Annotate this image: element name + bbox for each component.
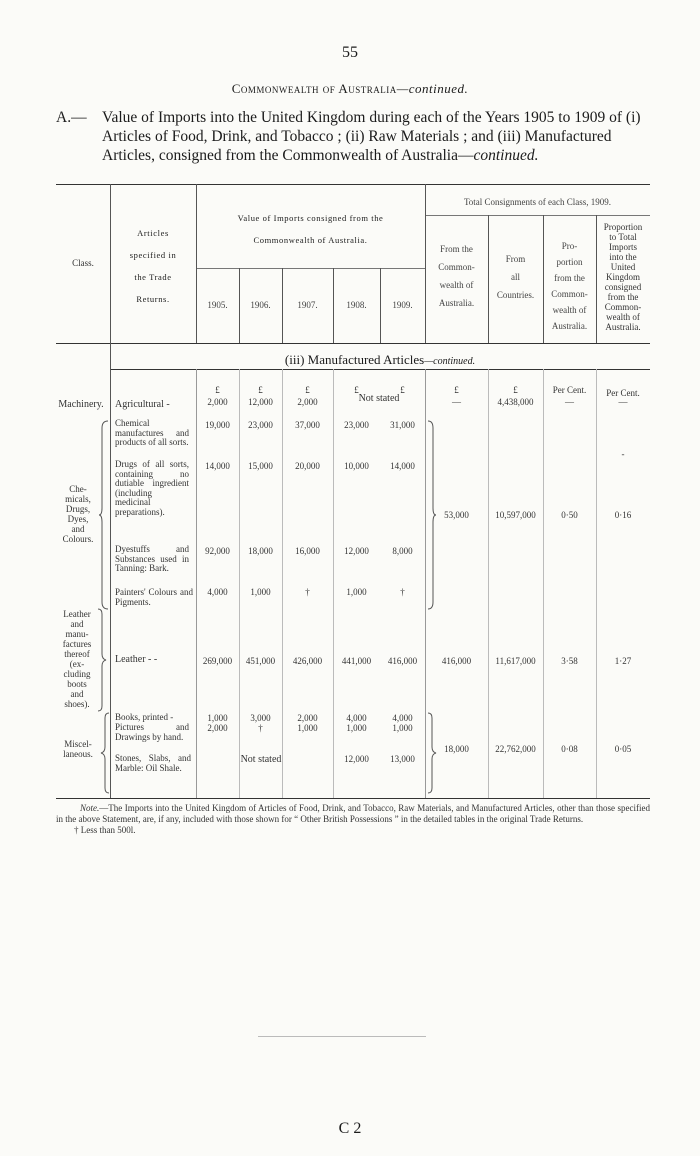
unit-prop: Per Cent. [552, 385, 587, 395]
value-chem0-1909: 31,000 [390, 420, 415, 430]
value-chem2-1905: 92,000 [205, 546, 230, 556]
prop-chemicals: 0·50 [561, 510, 578, 520]
value-misc2-not-stated: Not stated [240, 754, 282, 765]
value-leather-1908: 441,000 [341, 656, 372, 666]
section-title: (iii) Manufactured Articles—continued. [284, 352, 476, 367]
value-misc1-1905: 2,000 [207, 723, 228, 733]
unit-total-all: £ [513, 385, 518, 395]
prop-uk-misc: 0·05 [614, 744, 632, 754]
value-chem2-1909: 8,000 [392, 546, 413, 556]
header-from-all: From all Countries. [496, 254, 535, 300]
value-chem1-1907: 20,000 [295, 461, 320, 471]
value-misc1-1908: 1,000 [346, 723, 367, 733]
value-machinery-not-stated: Not stated [358, 393, 400, 404]
value-machinery-1907: 2,000 [297, 397, 318, 407]
article-books: Books, printed - [115, 712, 174, 722]
unit-1909: £ [400, 385, 405, 395]
total-all-chemicals: 10,597,000 [495, 510, 536, 520]
misc-brace [100, 712, 110, 794]
article-pictures: Pictures and Drawings by hand. [115, 722, 189, 742]
total-cw-leather: 416,000 [441, 656, 472, 666]
value-chem1-1906: 15,000 [248, 461, 273, 471]
class-chemicals: Che- micals, Drugs, Dyes, and Colours. [62, 484, 94, 544]
value-misc1-1907: 1,000 [297, 723, 318, 733]
unit-total-cw: £ [454, 385, 459, 395]
value-chem1-1905: 14,000 [205, 461, 230, 471]
value-machinery-1906: 12,000 [248, 397, 273, 407]
value-machinery-1905: 2,000 [207, 397, 228, 407]
total-all-misc: 22,762,000 [495, 744, 536, 754]
header-year-1907: 1907. [297, 300, 318, 310]
header-value-group: Value of Imports consigned from the Commonwealth of Australia. [237, 213, 384, 245]
prop-uk-leather: 1·27 [614, 656, 632, 666]
header-year-1908: 1908. [346, 300, 367, 310]
value-chem2-1906: 18,000 [248, 546, 273, 556]
value-chem2-1907: 16,000 [295, 546, 320, 556]
prop-machinery: — [565, 397, 574, 407]
table-heading: A.— Value of Imports into the United Kingdom during each of the Years 1905 to 1909 of (i) Articles of Food, Drink, and Tobacco ; (ii) Raw Materials ; and (iii) Manufactured Articles, consigned from the Commonwealth of Australia—continued. [56, 109, 641, 164]
header-year-1909: 1909. [392, 300, 413, 310]
value-leather-1909: 416,000 [387, 656, 418, 666]
class-leather: Leather and manu- factures thereof (ex- cluding boots and shoes). [62, 609, 92, 709]
page-mark [258, 1036, 426, 1037]
header-total-group: Total Consignments of each Class, 1909. [463, 197, 612, 207]
prop-misc: 0·08 [561, 744, 578, 754]
article-chemical-manufactures: Chemical manufactures and products of all sorts. [115, 418, 189, 447]
unit-1906: £ [258, 385, 263, 395]
dagger-note: † Less than 500l. [74, 825, 136, 835]
value-chem3-1909: † [400, 587, 405, 597]
header-year-1905: 1905. [207, 300, 228, 310]
value-misc0-1907: 2,000 [297, 713, 318, 723]
value-misc0-1908: 4,000 [346, 713, 367, 723]
total-cw-misc: 18,000 [444, 744, 469, 754]
value-chem0-1905: 19,000 [205, 420, 230, 430]
prop-leather: 3·58 [561, 656, 578, 666]
prop-uk-chemicals-dash: - [621, 449, 625, 459]
value-misc1-1906: † [258, 723, 263, 733]
prop-uk-chemicals: 0·16 [614, 510, 632, 520]
running-head: Commonwealth of Australia—continued. [231, 81, 469, 96]
value-chem1-1908: 10,000 [344, 461, 369, 471]
value-chem1-1909: 14,000 [390, 461, 415, 471]
value-chem0-1907: 37,000 [295, 420, 320, 430]
value-chem2-1908: 12,000 [344, 546, 369, 556]
article-dyestuffs: Dyestuffs and Substances used in Tanning: Bark. [115, 544, 189, 573]
value-leather-1905: 269,000 [202, 656, 233, 666]
value-chem0-1908: 23,000 [344, 420, 369, 430]
footnote: Note.—The Imports into the United Kingdom of Articles of Food, Drink, and Tobacco, Raw Materials, and Manufactured Articles, other than those specified in the above Statement, are, if any, included with those shown for “ Other British Possessions ” in the detailed tables in the original Trade Returns. † Less than 500l. [56, 803, 650, 835]
unit-1908: £ [354, 385, 359, 395]
total-cw-machinery: — [452, 397, 461, 407]
value-chem0-1906: 23,000 [248, 420, 273, 430]
value-misc0-1906: 3,000 [250, 713, 271, 723]
value-chem3-1905: 4,000 [207, 587, 228, 597]
value-chem3-1906: 1,000 [250, 587, 271, 597]
class-machinery: Machinery. [58, 399, 104, 410]
value-leather-1907: 426,000 [292, 656, 323, 666]
article-painters-colours: Painters' Colours and Pigments. [115, 587, 193, 607]
header-proportion-uk: Proportion to Total Imports into the United Kingdom consigned from the Common- wealth of Australia. [603, 222, 643, 332]
article-drugs: Drugs of all sorts, containing no dutiable ingredient (including medicinal preparations). [115, 459, 189, 517]
unit-prop-uk: Per Cent. [606, 388, 640, 398]
article-leather: Leather - - [115, 654, 158, 665]
value-misc0-1909: 4,000 [392, 713, 413, 723]
value-misc1-1909: 1,000 [392, 723, 413, 733]
total-cw-chemicals: 53,000 [444, 510, 469, 520]
header-proportion: Pro- portion from the Common- wealth of Australia. [551, 241, 588, 331]
header-articles: Articles specified in the Trade Returns. [129, 228, 177, 304]
article-stones: Stones, Slabs, and Marble: Oil Shale. [115, 753, 191, 773]
value-misc2-1908: 12,000 [344, 754, 369, 764]
prop-uk-machinery: — [618, 397, 628, 407]
header-from-commonwealth: From the Common- wealth of Australia. [438, 244, 475, 308]
class-miscellaneous: Miscel- laneous. [63, 739, 93, 759]
header-class: Class. [72, 258, 94, 268]
header-year-1906: 1906. [250, 300, 271, 310]
value-chem3-1908: 1,000 [346, 587, 367, 597]
value-misc2-1909: 13,000 [390, 754, 415, 764]
total-all-machinery: 4,438,000 [497, 397, 534, 407]
chemicals-brace [98, 420, 110, 610]
total-all-leather: 11,617,000 [495, 656, 536, 666]
page-number: 55 [342, 44, 358, 61]
unit-1907: £ [305, 385, 310, 395]
leather-brace [97, 608, 107, 712]
unit-1905: £ [215, 385, 220, 395]
article-agricultural: Agricultural - [115, 399, 170, 410]
value-leather-1906: 451,000 [245, 656, 276, 666]
value-chem3-1907: † [305, 587, 310, 597]
signature-mark: C 2 [338, 1120, 362, 1137]
value-misc0-1905: 1,000 [207, 713, 228, 723]
